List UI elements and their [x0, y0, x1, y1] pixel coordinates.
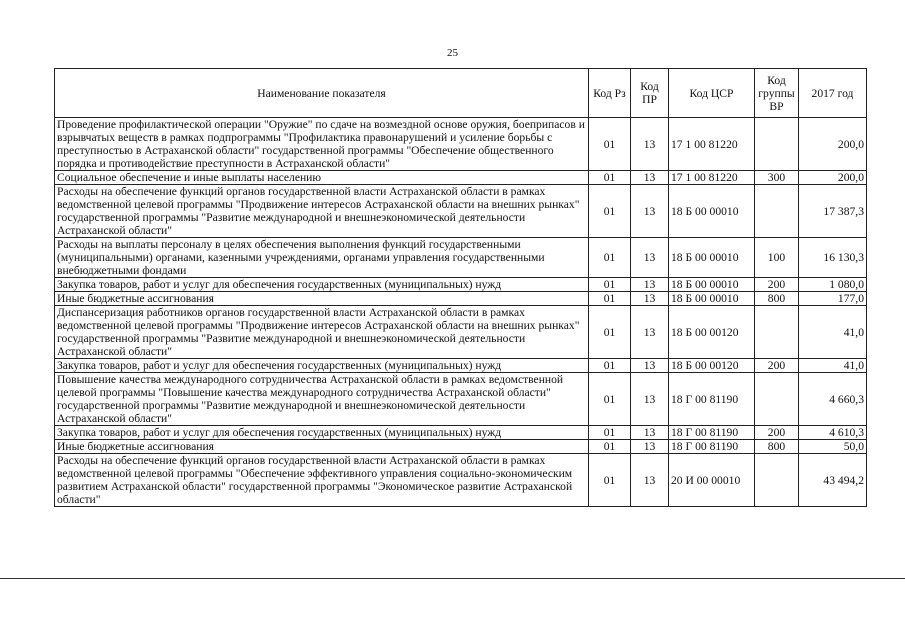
row-name-cell: Повышение качества международного сотрудничества Астраханской области в рамках ведомственной целевой программы "Повышение качества международного сотрудничества Астраханской области" государственной программы "Развитие международной и внешнеэкономической деятельности Астраханской области"	[55, 373, 589, 426]
table-row	[55, 440, 867, 454]
table-header-row	[55, 69, 867, 118]
row-vr-cell: 200	[755, 359, 799, 373]
row-rz-cell: 01	[589, 306, 631, 359]
row-value-cell: 177,0	[799, 292, 867, 306]
table-row	[55, 278, 867, 292]
row-value-cell: 41,0	[799, 306, 867, 359]
row-name-cell: Закупка товаров, работ и услуг для обеспечения государственных (муниципальных) нужд	[55, 426, 589, 440]
row-rz-cell: 01	[589, 359, 631, 373]
row-csr-cell: 18 Б 00 00120	[669, 306, 755, 359]
row-pr-cell: 13	[631, 306, 669, 359]
row-rz-cell: 01	[589, 426, 631, 440]
header-name: Наименование показателя	[55, 69, 589, 118]
row-name-cell: Проведение профилактической операции "Оружие" по сдаче на возмездной основе оружия, боеприпасов и взрывчатых веществ в рамках подпрограммы "Профилактика правонарушений и усиление борьбы с преступностью в Астраханской области" государственной программы "Обеспечение общественного порядка и противодействие преступности в Астраханской области"	[55, 118, 589, 171]
row-csr-cell: 18 Г 00 81190	[669, 426, 755, 440]
table-row	[55, 171, 867, 185]
row-csr-cell: 17 1 00 81220	[669, 118, 755, 171]
table-row	[55, 292, 867, 306]
table-row	[55, 359, 867, 373]
row-pr-cell: 13	[631, 278, 669, 292]
footer-rule	[0, 578, 905, 579]
row-value-cell: 41,0	[799, 359, 867, 373]
row-name-cell: Расходы на обеспечение функций органов государственной власти Астраханской области в рамках ведомственной целевой программы "Продвижение интересов Астраханской области на внешних рынках" государственной программы "Развитие международной и внешнеэкономической деятельности Астраханской области"	[55, 185, 589, 238]
header-rz: Код Рз	[589, 69, 631, 118]
row-csr-cell: 18 Г 00 81190	[669, 373, 755, 426]
table-row	[55, 238, 867, 278]
table-row	[55, 426, 867, 440]
row-rz-cell: 01	[589, 292, 631, 306]
row-vr-cell: 200	[755, 278, 799, 292]
table-row	[55, 118, 867, 171]
row-csr-cell: 18 Б 00 00010	[669, 185, 755, 238]
row-name-cell: Расходы на обеспечение функций органов государственной власти Астраханской области в рамках ведомственной целевой программы "Обеспечение эффективного управления социально-экономическим развитием Астраханской области" государственной программы "Экономическое развитие Астраханской области"	[55, 454, 589, 507]
row-vr-cell	[755, 373, 799, 426]
row-vr-cell: 800	[755, 440, 799, 454]
row-value-cell: 43 494,2	[799, 454, 867, 507]
row-pr-cell: 13	[631, 359, 669, 373]
table-row	[55, 185, 867, 238]
header-year: 2017 год	[799, 69, 867, 118]
row-name-cell: Расходы на выплаты персоналу в целях обеспечения выполнения функций государственными (муниципальными) органами, казенными учреждениями, органами управления государственными внебюджетными фондами	[55, 238, 589, 278]
row-rz-cell: 01	[589, 171, 631, 185]
row-rz-cell: 01	[589, 185, 631, 238]
row-vr-cell: 100	[755, 238, 799, 278]
row-vr-cell	[755, 306, 799, 359]
row-rz-cell: 01	[589, 118, 631, 171]
row-value-cell: 200,0	[799, 171, 867, 185]
row-rz-cell: 01	[589, 440, 631, 454]
row-vr-cell	[755, 118, 799, 171]
row-csr-cell: 18 Г 00 81190	[669, 440, 755, 454]
row-name-cell: Социальное обеспечение и иные выплаты населению	[55, 171, 589, 185]
row-rz-cell: 01	[589, 238, 631, 278]
row-csr-cell: 18 Б 00 00120	[669, 359, 755, 373]
row-value-cell: 16 130,3	[799, 238, 867, 278]
row-name-cell: Закупка товаров, работ и услуг для обеспечения государственных (муниципальных) нужд	[55, 278, 589, 292]
page-number: 25	[447, 47, 458, 59]
table-row	[55, 454, 867, 507]
row-value-cell: 1 080,0	[799, 278, 867, 292]
row-value-cell: 200,0	[799, 118, 867, 171]
row-pr-cell: 13	[631, 440, 669, 454]
row-vr-cell	[755, 185, 799, 238]
header-vr: Код группы ВР	[755, 69, 799, 118]
row-csr-cell: 18 Б 00 00010	[669, 238, 755, 278]
row-rz-cell: 01	[589, 373, 631, 426]
row-value-cell: 4 660,3	[799, 373, 867, 426]
row-name-cell: Закупка товаров, работ и услуг для обеспечения государственных (муниципальных) нужд	[55, 359, 589, 373]
row-pr-cell: 13	[631, 292, 669, 306]
row-value-cell: 4 610,3	[799, 426, 867, 440]
row-name-cell: Иные бюджетные ассигнования	[55, 292, 589, 306]
row-pr-cell: 13	[631, 118, 669, 171]
row-rz-cell: 01	[589, 454, 631, 507]
row-pr-cell: 13	[631, 426, 669, 440]
row-csr-cell: 17 1 00 81220	[669, 171, 755, 185]
row-pr-cell: 13	[631, 238, 669, 278]
row-pr-cell: 13	[631, 454, 669, 507]
row-name-cell: Диспансеризация работников органов государственной власти Астраханской области в рамках ведомственной целевой программы "Продвижение интересов Астраханской области на внешних рынках" государственной программы "Развитие международной и внешнеэкономической деятельности Астраханской области"	[55, 306, 589, 359]
header-pr: Код ПР	[631, 69, 669, 118]
row-vr-cell: 800	[755, 292, 799, 306]
row-csr-cell: 18 Б 00 00010	[669, 292, 755, 306]
header-csr: Код ЦСР	[669, 69, 755, 118]
table-body	[55, 118, 867, 507]
row-name-cell: Иные бюджетные ассигнования	[55, 440, 589, 454]
row-csr-cell: 20 И 00 00010	[669, 454, 755, 507]
row-csr-cell: 18 Б 00 00010	[669, 278, 755, 292]
table-row	[55, 306, 867, 359]
row-vr-cell: 300	[755, 171, 799, 185]
row-pr-cell: 13	[631, 185, 669, 238]
row-vr-cell	[755, 454, 799, 507]
row-value-cell: 17 387,3	[799, 185, 867, 238]
row-pr-cell: 13	[631, 171, 669, 185]
row-value-cell: 50,0	[799, 440, 867, 454]
row-rz-cell: 01	[589, 278, 631, 292]
row-pr-cell: 13	[631, 373, 669, 426]
budget-table	[54, 68, 867, 507]
row-vr-cell: 200	[755, 426, 799, 440]
table-row	[55, 373, 867, 426]
